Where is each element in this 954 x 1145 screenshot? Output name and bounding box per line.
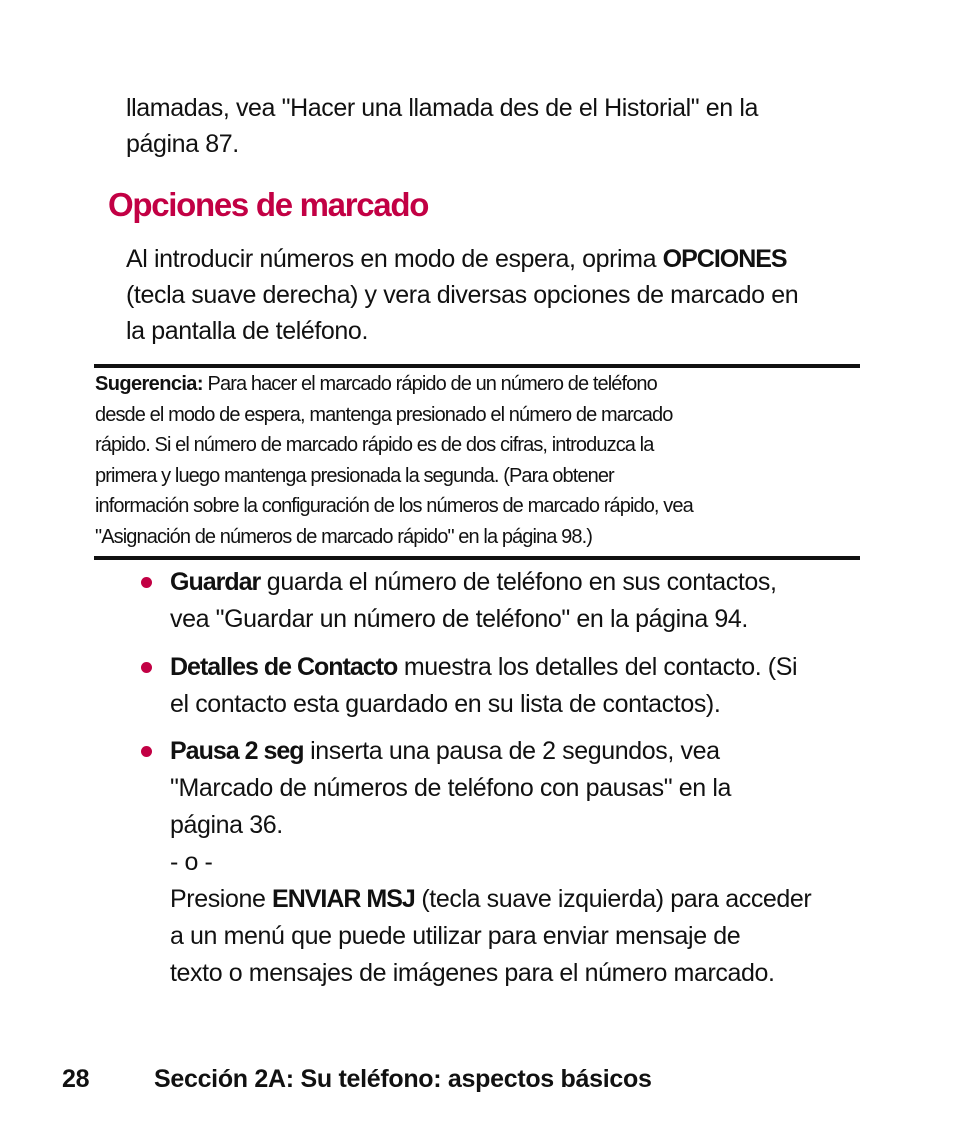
bullet-line [170, 733, 870, 770]
tip-label: Sugerencia: [95, 373, 203, 395]
bullet-text: Presione [170, 885, 273, 913]
paragraph-text: Al introducir números en modo de espera, oprima [126, 245, 663, 273]
tip-top-rule [94, 364, 860, 368]
tip-line: rápido. Si el número de marcado rápido es de dos cifras, introduzca la [95, 434, 654, 456]
paragraph-line [126, 241, 866, 277]
footer-section-title: Sección 2A: Su teléfono: aspectos básicos [154, 1065, 652, 1093]
bullet-keyword: Detalles de Contacto [170, 653, 398, 681]
tip-line: "Asignación de números de marcado rápido" en la página 98.) [95, 525, 592, 548]
bullet-line: a un menú que puede utilizar para enviar mensaje de [170, 922, 741, 950]
intro-line: página 87. [126, 130, 239, 158]
tip-line [95, 369, 870, 400]
page-footer [62, 1061, 652, 1097]
bullet-dot-icon [141, 577, 152, 588]
bullet-dot-icon [141, 662, 152, 673]
bullet-text: guarda el número de teléfono en sus contactos, [260, 568, 777, 596]
bullet-dot-icon [141, 746, 152, 757]
tip-box [95, 369, 870, 552]
tip-bottom-rule [94, 556, 860, 560]
bullet-line: texto o mensajes de imágenes para el número marcado. [170, 959, 775, 987]
bullet-line: página 36. [170, 811, 283, 839]
bullet-text: inserta una pausa de 2 segundos, vea [303, 737, 720, 765]
bullet-item-pausa [170, 733, 870, 992]
section-paragraph [126, 241, 866, 349]
bullet-keyword: Pausa 2 seg [170, 737, 304, 765]
paragraph-line: (tecla suave derecha) y vera diversas opciones de marcado en [126, 281, 799, 309]
bullet-separator: - o - [170, 848, 213, 876]
bullet-line [170, 564, 870, 601]
bullet-line: vea "Guardar un número de teléfono" en la página 94. [170, 605, 748, 633]
bullet-text: muestra los detalles del contacto. (Si [397, 653, 798, 681]
bullet-keyword: Guardar [170, 568, 261, 596]
options-key-label: OPCIONES [662, 245, 787, 273]
bullet-line: "Marcado de números de teléfono con pausas" en la [170, 774, 732, 802]
bullet-item-detalles [170, 649, 870, 723]
bullet-item-guardar [170, 564, 870, 638]
intro-line: llamadas, vea "Hacer una llamada des de el Historial" en la [126, 94, 758, 122]
tip-text: Para hacer el marcado rápido de un número de teléfono [202, 373, 657, 395]
section-heading: Opciones de marcado [108, 186, 429, 223]
tip-line: primera y luego mantenga presionada la segunda. (Para obtener [95, 464, 614, 487]
page-number: 28 [62, 1065, 90, 1093]
paragraph-line: la pantalla de teléfono. [126, 317, 368, 345]
bullet-line [170, 649, 870, 686]
bullet-line: el contacto esta guardado en su lista de contactos). [170, 690, 721, 718]
bullet-line [170, 881, 870, 918]
bullet-text: (tecla suave izquierda) para acceder [414, 885, 812, 913]
send-msg-key-label: ENVIAR MSJ [272, 885, 415, 913]
tip-line: desde el modo de espera, mantenga presionado el número de marcado [95, 403, 673, 426]
intro-paragraph [126, 90, 846, 162]
tip-line: información sobre la configuración de los números de marcado rápido, vea [95, 495, 693, 517]
